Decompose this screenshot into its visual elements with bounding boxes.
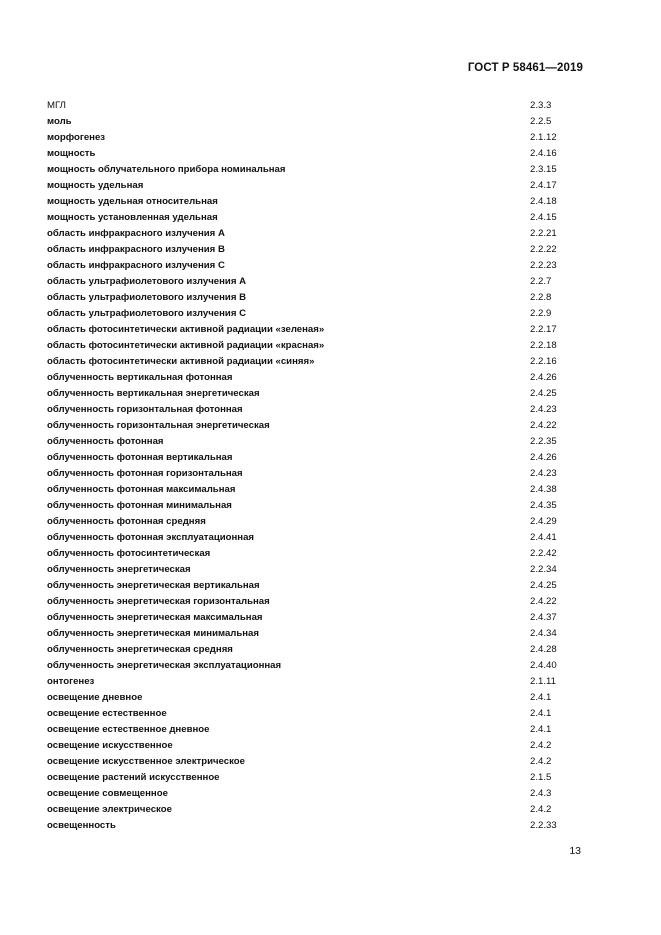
index-ref: 2.4.29 [530, 516, 557, 527]
index-term: область фотосинтетически активной радиации «красная» [47, 340, 325, 351]
index-term: освещение дневное [47, 692, 143, 703]
index-entry [47, 546, 587, 562]
index-entry [47, 754, 587, 770]
index-term: облученность фотонная максимальная [47, 484, 236, 495]
index-entry [47, 162, 587, 178]
index-entry [47, 514, 587, 530]
index-ref: 2.4.1 [530, 708, 552, 719]
index-ref: 2.4.17 [530, 180, 557, 191]
document-header: ГОСТ Р 58461—2019 [467, 62, 583, 74]
index-ref: 2.2.33 [530, 820, 557, 831]
index-term: облученность энергетическая минимальная [47, 628, 259, 639]
index-ref: 2.4.22 [530, 420, 557, 431]
index-entry [47, 706, 587, 722]
index-term: мощность удельная [47, 180, 144, 191]
index-ref: 2.4.26 [530, 452, 557, 463]
index-term: область ультрафиолетового излучения B [47, 292, 247, 303]
index-ref: 2.4.15 [530, 212, 557, 223]
index-entry [47, 642, 587, 658]
index-ref: 2.4.28 [530, 644, 557, 655]
index-term: облученность вертикальная фотонная [47, 372, 233, 383]
index-ref: 2.1.5 [530, 772, 552, 783]
index-ref: 2.1.11 [530, 676, 556, 687]
index-entry [47, 434, 587, 450]
index-term: область ультрафиолетового излучения A [47, 276, 247, 287]
index-ref: 2.2.35 [530, 436, 557, 447]
index-entry [47, 498, 587, 514]
index-term: облученность фотонная средняя [47, 516, 206, 527]
index-ref: 2.4.34 [530, 628, 557, 639]
index-ref: 2.4.26 [530, 372, 557, 383]
index-ref: 2.4.2 [530, 740, 552, 751]
index-entry [47, 354, 587, 370]
index-ref: 2.4.40 [530, 660, 557, 671]
index-entry [47, 258, 587, 274]
index-ref: 2.2.8 [530, 292, 552, 303]
index-ref: 2.4.22 [530, 596, 557, 607]
index-entry [47, 690, 587, 706]
index-term: освещение электрическое [47, 804, 172, 815]
index-entry [47, 98, 587, 114]
index-entry [47, 370, 587, 386]
index-ref: 2.4.25 [530, 388, 557, 399]
index-ref: 2.4.2 [530, 804, 552, 815]
index-ref: 2.2.7 [530, 276, 552, 287]
index-term: область инфракрасного излучения A [47, 228, 225, 239]
index-entry [47, 418, 587, 434]
index-ref: 2.4.2 [530, 756, 552, 767]
index-entry [47, 626, 587, 642]
index-term: облученность фотосинтетическая [47, 548, 211, 559]
index-term: область фотосинтетически активной радиации «синяя» [47, 356, 315, 367]
index-ref: 2.2.9 [530, 308, 552, 319]
index-term: облученность горизонтальная энергетическая [47, 420, 270, 431]
index-term: облученность горизонтальная фотонная [47, 404, 243, 415]
index-entry [47, 306, 587, 322]
index-term: освещение растений искусственное [47, 772, 220, 783]
index-ref: 2.4.37 [530, 612, 557, 623]
index-ref: 2.2.21 [530, 228, 557, 239]
index-entry [47, 594, 587, 610]
index-ref: 2.4.1 [530, 692, 552, 703]
index-entry [47, 530, 587, 546]
index-term: освещение естественное [47, 708, 167, 719]
index-term: облученность энергетическая средняя [47, 644, 233, 655]
index-term: облученность фотонная [47, 436, 164, 447]
index-term: облученность энергетическая максимальная [47, 612, 263, 623]
index-ref: 2.4.25 [530, 580, 557, 591]
index-entry [47, 658, 587, 674]
index-entry [47, 610, 587, 626]
index-term: мощность облучательного прибора номинальная [47, 164, 286, 175]
index-entry [47, 562, 587, 578]
index-term: облученность энергетическая вертикальная [47, 580, 260, 591]
index-term: мощность [47, 148, 96, 159]
index-term: онтогенез [47, 676, 95, 687]
index-entry [47, 290, 587, 306]
index-term: область ультрафиолетового излучения C [47, 308, 247, 319]
index-term: освещение естественное дневное [47, 724, 210, 735]
index-entry [47, 130, 587, 146]
index-ref: 2.4.35 [530, 500, 557, 511]
index-entry [47, 322, 587, 338]
index-term: облученность фотонная вертикальная [47, 452, 233, 463]
index-entry [47, 466, 587, 482]
index-ref: 2.4.3 [530, 788, 552, 799]
index-entry [47, 674, 587, 690]
index-entry [47, 338, 587, 354]
index-term: облученность фотонная эксплуатационная [47, 532, 255, 543]
index-ref: 2.2.17 [530, 324, 557, 335]
index-entry [47, 818, 587, 834]
index-term: мощность установленная удельная [47, 212, 218, 223]
index-entry [47, 194, 587, 210]
index-entry [47, 274, 587, 290]
page-number: 13 [569, 845, 581, 857]
index-term: область инфракрасного излучения C [47, 260, 225, 271]
index-ref: 2.4.23 [530, 468, 557, 479]
index-term: облученность вертикальная энергетическая [47, 388, 260, 399]
index-entry [47, 242, 587, 258]
index-term: область фотосинтетически активной радиации «зеленая» [47, 324, 325, 335]
index-ref: 2.3.3 [530, 100, 552, 111]
index-entry [47, 786, 587, 802]
index-ref: 2.2.23 [530, 260, 557, 271]
index-term: область инфракрасного излучения B [47, 244, 225, 255]
index-term: освещение искусственное электрическое [47, 756, 245, 767]
index-term: облученность энергетическая горизонтальная [47, 596, 270, 607]
index-entry [47, 226, 587, 242]
index-entry [47, 722, 587, 738]
index-ref: 2.4.18 [530, 196, 557, 207]
index-term: освещение совмещенное [47, 788, 168, 799]
index-term: облученность энергетическая эксплуатационная [47, 660, 282, 671]
index-ref: 2.1.12 [530, 132, 557, 143]
index-term: облученность фотонная минимальная [47, 500, 232, 511]
index-entry [47, 578, 587, 594]
index-term: освещение искусственное [47, 740, 173, 751]
index-term: МГЛ [47, 100, 66, 111]
index-term: моль [47, 116, 72, 127]
index-ref: 2.2.16 [530, 356, 557, 367]
index-entry [47, 802, 587, 818]
index-ref: 2.3.15 [530, 164, 557, 175]
index-entry [47, 386, 587, 402]
index-list [47, 98, 587, 834]
index-ref: 2.2.42 [530, 548, 557, 559]
index-entry [47, 482, 587, 498]
index-ref: 2.4.41 [530, 532, 557, 543]
index-ref: 2.4.38 [530, 484, 557, 495]
index-entry [47, 770, 587, 786]
index-entry [47, 402, 587, 418]
index-ref: 2.4.16 [530, 148, 557, 159]
index-term: облученность фотонная горизонтальная [47, 468, 243, 479]
index-ref: 2.4.1 [530, 724, 552, 735]
index-entry [47, 210, 587, 226]
index-term: облученность энергетическая [47, 564, 191, 575]
index-ref: 2.2.34 [530, 564, 557, 575]
index-entry [47, 178, 587, 194]
index-term: освещенность [47, 820, 116, 831]
index-ref: 2.2.18 [530, 340, 557, 351]
index-entry [47, 450, 587, 466]
index-term: мощность удельная относительная [47, 196, 218, 207]
index-ref: 2.2.22 [530, 244, 557, 255]
index-entry [47, 146, 587, 162]
index-ref: 2.4.23 [530, 404, 557, 415]
index-entry [47, 114, 587, 130]
index-term: морфогенез [47, 132, 106, 143]
index-entry [47, 738, 587, 754]
index-ref: 2.2.5 [530, 116, 552, 127]
